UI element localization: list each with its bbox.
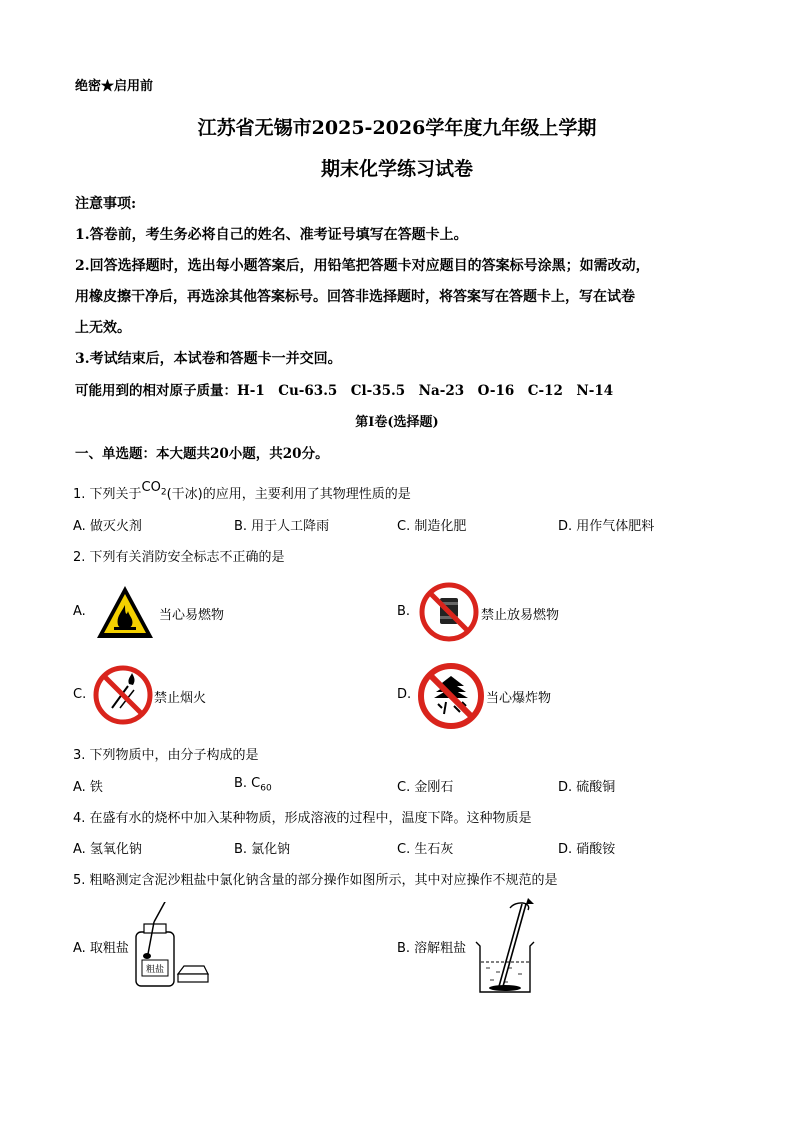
question-1-option-d[interactable]: D. 用作气体肥料 (558, 519, 655, 534)
question-1-option-a[interactable]: A. 做灭火剂 (73, 519, 142, 534)
question-2-option-c-letter[interactable]: C. (73, 687, 87, 702)
notes-heading: 注意事项: (75, 196, 137, 212)
question-1-suffix: (干冰)的应用，主要利用了其物理性质的是 (166, 487, 411, 502)
co2-formula-sub: 2 (160, 487, 167, 498)
flammable-warning-sign-icon (94, 583, 156, 641)
reagent-jar-with-spoon-icon (132, 902, 212, 990)
no-flammables-sign-icon (418, 582, 480, 642)
volume-heading: 第Ⅰ卷(选择题) (355, 415, 439, 430)
question-4-option-a[interactable]: A. 氢氧化钠 (73, 842, 142, 857)
question-1-option-b[interactable]: B. 用于人工降雨 (234, 519, 330, 534)
question-3-option-c[interactable]: C. 金刚石 (397, 780, 454, 795)
question-5-option-a[interactable]: A. 取粗盐 (73, 941, 129, 956)
question-2-option-b-letter[interactable]: B. (397, 604, 411, 619)
question-2-stem: 2. 下列有关消防安全标志不正确的是 (73, 550, 285, 565)
question-3-option-d[interactable]: D. 硫酸铜 (558, 780, 616, 795)
question-1-option-c[interactable]: C. 制造化肥 (397, 519, 467, 534)
question-2-option-b-text[interactable]: 禁止放易燃物 (481, 608, 560, 623)
jar-label: 粗盐 (146, 965, 165, 975)
question-2-option-d-letter[interactable]: D. (397, 687, 412, 702)
no-open-flame-sign-icon (92, 664, 154, 726)
note-item-2-line1: 2.回答选择题时，选出每小题答案后，用铅笔把答题卡对应题目的答案标号涂黑；如需改动， (75, 258, 650, 274)
exam-title-line1: 江苏省无锡市2025-2026学年度九年级上学期 (197, 117, 597, 139)
question-3-option-b[interactable] (234, 776, 272, 794)
c60-formula-main: B. C (234, 776, 261, 791)
question-3-stem: 3. 下列物质中，由分子构成的是 (73, 748, 259, 763)
part-heading: 一、单选题：本大题共20小题，共20分。 (75, 446, 329, 462)
co2-formula-main: CO (141, 480, 161, 495)
question-5-option-b[interactable]: B. 溶解粗盐 (397, 941, 467, 956)
beaker-with-stirring-rod-icon (472, 894, 542, 996)
question-1-stem (73, 480, 411, 505)
explosives-warning-sign-icon (416, 662, 486, 730)
atomic-mass-line: 可能用到的相对原子质量：H-1 Cu-63.5 Cl-35.5 Na-23 O-16 C-12 N-14 (75, 383, 614, 399)
question-2-option-c-text[interactable]: 禁止烟火 (154, 691, 207, 706)
question-1-prefix: 1. 下列关于 (73, 487, 142, 502)
question-4-stem: 4. 在盛有水的烧杯中加入某种物质，形成溶液的过程中，温度下降。这种物质是 (73, 811, 532, 826)
question-5-stem: 5. 粗略测定含泥沙粗盐中氯化钠含量的部分操作如图所示，其中对应操作不规范的是 (73, 873, 558, 888)
question-3-option-a[interactable]: A. 铁 (73, 780, 103, 795)
note-item-2-line2: 用橡皮擦干净后，再选涂其他答案标号。回答非选择题时，将答案写在答题卡上，写在试卷 (75, 289, 635, 305)
confidential-mark: 绝密★启用前 (75, 79, 154, 94)
c60-formula-sub: 60 (260, 783, 272, 794)
note-item-2-line3: 上无效。 (75, 320, 131, 336)
exam-title-line2: 期末化学练习试卷 (320, 158, 473, 180)
note-item-3: 3.考试结束后，本试卷和答题卡一并交回。 (75, 351, 342, 367)
co2-formula (141, 480, 167, 498)
question-4-option-d[interactable]: D. 硝酸铵 (558, 842, 616, 857)
note-item-1: 1.答卷前，考生务必将自己的姓名、准考证号填写在答题卡上。 (75, 227, 468, 243)
question-4-option-c[interactable]: C. 生石灰 (397, 842, 454, 857)
question-2-option-a-text[interactable]: 当心易燃物 (159, 608, 225, 623)
question-2-option-a-letter[interactable]: A. (73, 604, 86, 619)
question-2-option-d-text[interactable]: 当心爆炸物 (486, 691, 552, 706)
question-4-option-b[interactable]: B. 氯化钠 (234, 842, 291, 857)
